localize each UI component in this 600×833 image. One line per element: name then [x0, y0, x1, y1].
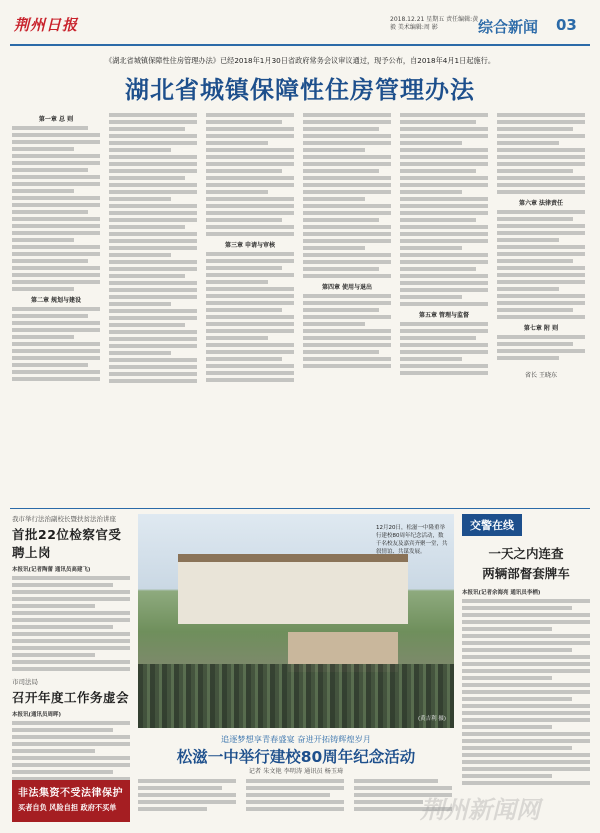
photo-crowd	[138, 664, 454, 728]
masthead	[10, 14, 590, 44]
header-rule	[10, 44, 590, 46]
law-column-1	[12, 110, 100, 505]
law-column-6	[497, 110, 585, 505]
right-news-column	[462, 514, 590, 787]
article-kicker: 市司法局	[12, 678, 38, 686]
article-headline-line1: 一天之内连查	[488, 546, 564, 561]
chapter-heading: 第二章 规划与建设	[30, 297, 82, 304]
law-column-4	[303, 110, 391, 505]
main-title: 湖北省城镇保障性住房管理办法	[125, 76, 475, 104]
chapter-heading: 第一章 总 则	[38, 116, 74, 123]
notice-line-1: 非法集资不受法律保护	[18, 788, 123, 799]
photo-caption: 12月20日，松滋一中隆重举行建校80周年纪念活动，数千名校友及嘉宾齐聚一堂，共叙情谊、共谋发展。	[376, 525, 448, 555]
section-name: 综合新闻	[478, 18, 539, 36]
article-headline: 首批22位检察官受聘上岗	[12, 527, 122, 560]
sign-off: 省长 王晓东	[525, 372, 557, 379]
chapter-heading: 第六章 法律责任	[518, 200, 564, 207]
photo-credit: (黄吉利 摄)	[417, 716, 446, 722]
left-news-column	[12, 514, 130, 804]
law-text-columns	[12, 110, 588, 505]
law-column-3	[206, 110, 294, 505]
section-divider	[10, 508, 590, 509]
section-number: 03	[556, 16, 577, 34]
law-column-2	[109, 110, 197, 505]
event-kicker: 追逐梦想享青春盛宴 奋进开拓铸辉煌岁月	[221, 734, 371, 744]
chapter-heading: 第四章 使用与退出	[321, 284, 373, 291]
chapter-heading: 第七章 附 则	[523, 325, 559, 332]
lead-note: 《湖北省城镇保障性住房管理办法》已经2018年1月30日省政府常务会议审议通过，现予公布，自2018年4月1日起施行。	[104, 56, 496, 65]
photo-building	[178, 554, 408, 624]
event-body	[138, 776, 454, 826]
event-column-2	[246, 776, 344, 826]
public-notice-banner	[12, 780, 130, 822]
article-byline: 本报讯(通讯员周晖)	[12, 712, 62, 718]
column-tag: 交警在线	[462, 514, 522, 536]
newspaper-logo: 荆州日报	[14, 16, 79, 34]
chapter-heading: 第三章 申请与审核	[224, 242, 276, 249]
article-headline-line2: 两辆部督套牌车	[482, 566, 570, 581]
news-photo	[138, 514, 454, 728]
event-headline: 松滋一中举行建校80周年纪念活动	[176, 748, 416, 766]
event-column-1	[138, 776, 236, 826]
site-watermark: 荆州新闻网	[420, 796, 540, 824]
article-kicker: 我市举行法治副校长暨扶贫法治讲座	[12, 515, 116, 523]
issue-info: 2018.12.21 星期五 责任编辑:黄 毅 美术编辑:周 影	[390, 16, 479, 31]
chapter-heading: 第五章 管理与监督	[418, 312, 470, 319]
article-headline: 召开年度工作务虚会	[12, 690, 130, 705]
notice-line-2: 买者自负 风险自担 政府不买单	[18, 803, 117, 812]
event-byline: 记者 朱文艳 李明涛 通讯员 杨玉琦	[248, 768, 344, 775]
law-column-5	[400, 110, 488, 505]
article-byline: 本报讯(记者陶蕾 通讯员高建飞)	[12, 567, 91, 573]
article-byline: 本报讯(记者余海亮 通讯员李栖)	[462, 590, 541, 596]
